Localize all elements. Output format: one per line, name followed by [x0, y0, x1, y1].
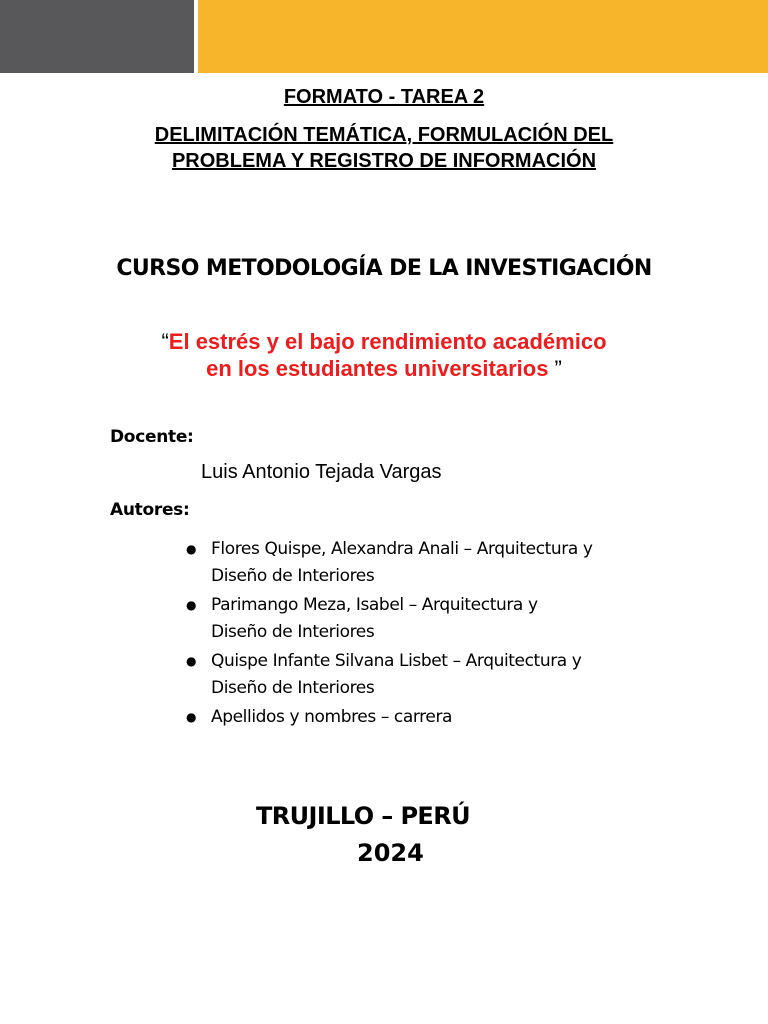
open-quote: “ [161, 329, 169, 354]
header-band-gold [198, 0, 768, 73]
bullet-icon: ● [186, 654, 197, 668]
docente-name: Luis Antonio Tejada Vargas [201, 461, 442, 483]
research-title-line-1 [0, 328, 768, 355]
research-title-text-1: El estrés y el bajo rendimiento académico [168, 329, 607, 354]
location-text: TRUJILLO – PERÚ [256, 802, 470, 830]
delimitation-line-1: DELIMITACIÓN TEMÁTICA, FORMULACIÓN DEL [154, 124, 614, 146]
year-text: 2024 [357, 839, 424, 867]
list-item [186, 648, 706, 702]
author-line-2: Diseño de Interiores [211, 678, 375, 698]
research-title-line-2 [0, 355, 768, 382]
delimitation-heading [0, 122, 768, 174]
bullet-icon: ● [186, 710, 197, 724]
autores-label: Autores: [110, 500, 190, 520]
course-title: CURSO METODOLOGÍA DE LA INVESTIGACIÓN [116, 256, 652, 281]
format-heading: FORMATO - TAREA 2 [283, 86, 485, 108]
docente-label: Docente: [110, 427, 194, 447]
research-title-text-2: en los estudiantes universitarios [206, 356, 549, 381]
author-line-1: Flores Quispe, Alexandra Anali – Arquitectura y [211, 539, 593, 559]
list-item [186, 592, 706, 646]
bullet-icon: ● [186, 542, 197, 556]
list-item [186, 536, 706, 590]
header-band-dark [0, 0, 194, 73]
list-item [186, 704, 706, 731]
delimitation-line-2: PROBLEMA Y REGISTRO DE INFORMACIÓN [171, 150, 597, 172]
authors-list [186, 536, 706, 733]
research-title [0, 328, 768, 382]
author-line-2: Diseño de Interiores [211, 622, 375, 642]
close-quote: ” [548, 356, 562, 381]
bullet-icon: ● [186, 598, 197, 612]
author-line-1: Apellidos y nombres – carrera [211, 707, 453, 727]
author-line-1: Parimango Meza, Isabel – Arquitectura y [211, 595, 538, 615]
author-line-1: Quispe Infante Silvana Lisbet – Arquitectura y [211, 651, 582, 671]
author-line-2: Diseño de Interiores [211, 566, 375, 586]
